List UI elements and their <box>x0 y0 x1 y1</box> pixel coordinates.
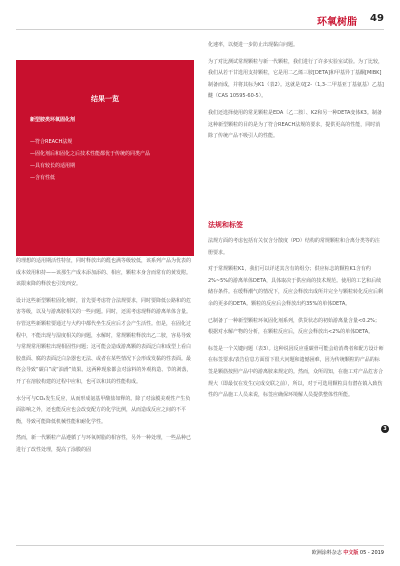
body-paragraph: 我们还选择使用的常见颗粒是EDA〔乙二胺〕、K2和另一种DETA变体K3。制备这种新型颗粒的目的是为了符合REACH法规的要求，提供更高的性能，同时消除了传统产品不吸引人的性能。 <box>208 109 382 140</box>
footer <box>280 549 384 556</box>
page-number: 49 <box>370 13 384 24</box>
body-paragraph: 然而，新一代颗粒产品遵循了与环氧树脂的相容性，另外一种处理，一些品种已进行了改性处理，提高了涂膜的固 <box>16 435 192 453</box>
summary-item: —符合REACH法规 <box>30 139 73 145</box>
summary-box <box>16 60 194 256</box>
footer-publication: 欧洲涂料杂志 <box>311 550 342 556</box>
body-paragraph: 标签是一个关键问题（表3）。这种说因反应重碳骨可能会给消费者和配方设计师在标签要求/表告信息方面留下很大问题和遗憾困难，因为传统颗粒的产品的标签是颗筋按照产品中的游离胺来规定的。然而，众所周知，在施工对产品危害合规大（即最仅在发生(完成交联之前），所以，对于可选用颗粒具有潜在镇入致伤性的产品施工人员来说，标签应确保环境解人员提供整体性所能。 <box>208 345 384 399</box>
footer-divider <box>16 545 384 546</box>
body-paragraph: 为了对比测试常规颗粒与新一代颗粒，我们进行了许多实验室试验。为了比较，我们从若干甘选用支持颗粒，它是用二乙烯三胺[DETA]和甲基异丁基酮[MIBK]制备而成，并将其标为K1（表2）。这就是双[2-（1,3-二甲基亚丁基氨基）乙基]醚（CAS 10595-60-5）。 <box>208 58 384 100</box>
footer-edition: 中文版 <box>343 550 359 556</box>
body-paragraph: 水分可与CO₂发生反应，从而形成氨基甲酸盐如释的。除了对涂膜美观性产生负面影响之外，还也能反应也会改变配方的化学比例，从而造成反应之间的不平衡，导致可能降低机械性能和耐化学性。 <box>16 395 191 425</box>
continue-marker: 3 <box>381 425 389 433</box>
summary-item: —含有性低 <box>30 175 56 181</box>
body-paragraph: 化速率，以便进一步防止出现黏白问题。 <box>208 42 299 48</box>
summary-title: 结果一览 <box>91 95 119 103</box>
section-title: 环氧树脂 <box>317 17 357 28</box>
body-paragraph: 的理想的适用期活性特征，同时释放出的醛也满等级较低，该系列产品为优表的成本效用和持——该那生产成本添加添的、相应，颗粒本身含而常有的黄发附。该限束降的释放也引发西安。 <box>16 258 192 288</box>
body-paragraph: 已制备了一种新型颗粒环氧固化剂系列，供货状态的初始游离量含量<0.2%；根据对水解产物的分析，在颗粒反应后，反应会释放出<2%的单体DETA。 <box>208 317 380 336</box>
left-column <box>16 256 192 462</box>
section-heading: 法规和标签 <box>208 221 243 229</box>
right-column-bottom <box>208 236 384 407</box>
summary-list <box>30 138 182 186</box>
right-column-top <box>208 40 384 148</box>
body-paragraph: 设计这些新型颗粒固化剂时，首先要考虑符合法规要求，同时要降低公路和的危害等级，以及与游离胺相关的一些问题。同时，还需考虑现释的游离单体含量。存管这些新颗粒要通过与大约中都代坐生反应后才会产生活性。但是，在固化过程中，不能出现与湿度相关的问题，水解时，常规颗粒释放出乙二胺，容易导致与常规常用颗粒出现相固性问题；这可能会造成游离颗的表面泛白和成型上看白胶盘面、腐的表面泛白杂器也无法、或者在某些情况下会形成发黏的性表面。最终会导致“碳白”或“油滑”效果。这两种现象都会对涂料的外观构造、节的剥落，开了在溶胶构建的过程中应和，也可以和其的性能构成。 <box>16 297 192 385</box>
summary-item: —具有较长的适用期 <box>30 163 76 169</box>
body-paragraph: 法规方面的考虑包括有关仅含分散度（PD）结构的常规颗粒和合离分类等的注册要求。 <box>208 238 380 256</box>
header-divider <box>16 29 384 30</box>
summary-subtitle: 新型胺类环氧固化剂 <box>30 117 76 123</box>
summary-item: —固化剂后和固化之后技术性能都优于传统的同类产品 <box>30 151 151 157</box>
body-paragraph: 对于常规颗粒K1，我们可以详述其含有的组分；供应标志的颗粒K1含有约2%~5%的游离单体DETA，具体取决于供应商的技术规范。使用的工艺和后续储存条件。在缓释潮气的情况下，反应会释放出成所并完全与颗粒转化反应后剩余的更多的DETA。颗粒的反应后会释放出约35%的单体DETA。 <box>208 266 384 307</box>
footer-issue: 05 - 2019 <box>359 550 384 556</box>
